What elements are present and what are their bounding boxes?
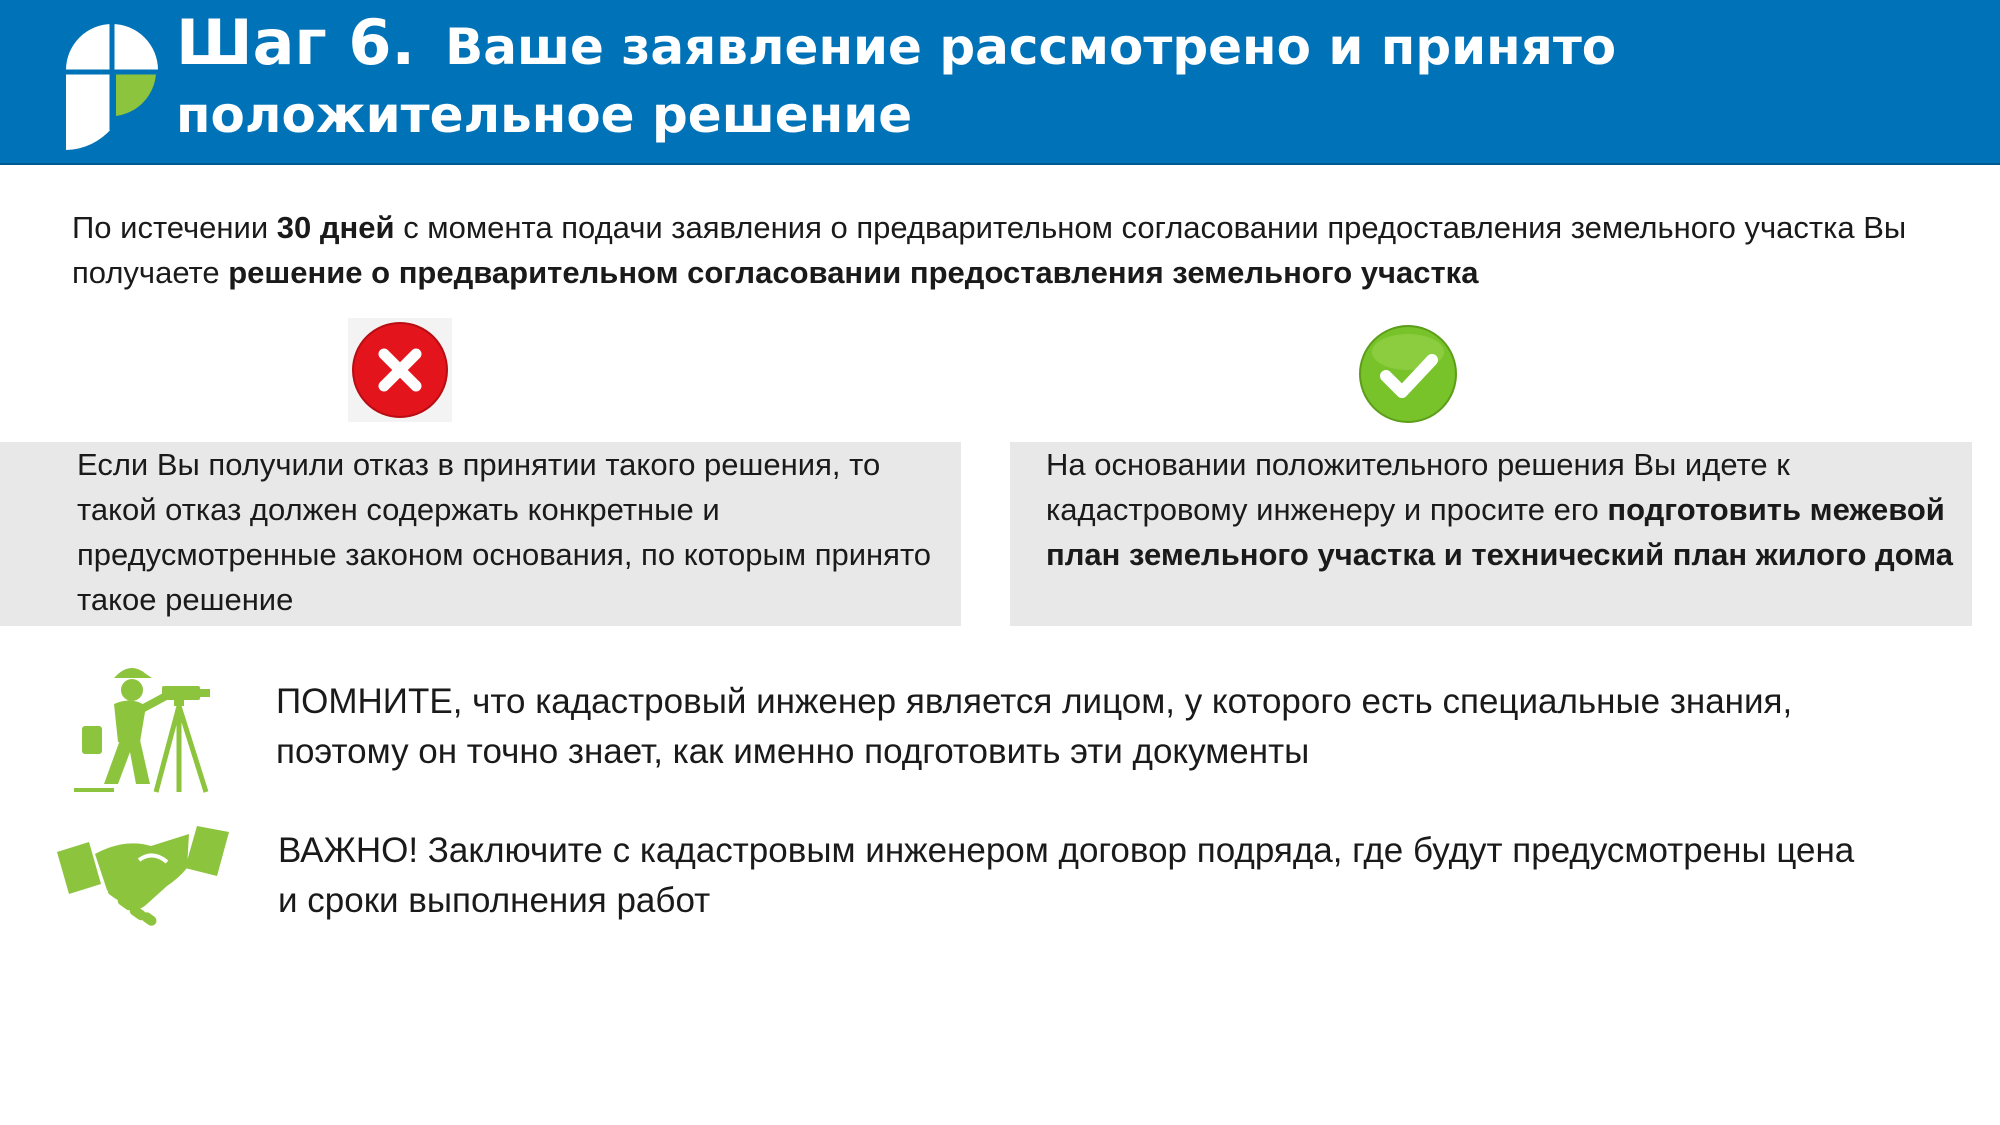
reject-panel — [0, 442, 961, 626]
intro-text-2: с момента подачи заявления о предварительном согласовании предоставления земельного участка Вы получаете — [72, 210, 1907, 290]
intro-decision: решение о предварительном согласовании предоставления земельного участка — [228, 255, 1479, 290]
slide-header — [0, 0, 2000, 163]
important-note: ВАЖНО! Заключите с кадастровым инженером договор подряда, где будут предусмотрены цена и сроки выполнения работ — [278, 831, 1855, 920]
intro-deadline: 30 дней — [276, 210, 395, 245]
step-label: Шаг 6. — [176, 6, 416, 79]
handshake-icon — [55, 820, 231, 932]
page-title: Ваше заявление рассмотрено и принято — [445, 18, 1617, 76]
intro-paragraph — [72, 205, 1952, 295]
rosreestr-logo-icon — [62, 20, 162, 154]
reject-text: Если Вы получили отказ в принятии такого решения, то такой отказ должен содержать конкретные и предусмотренные законом основания, по которым принято такое решение — [77, 447, 932, 617]
page-title-continuation: положительное решение — [176, 86, 913, 144]
approve-panel — [1010, 442, 1972, 626]
red-cross-icon — [348, 318, 452, 422]
green-check-icon — [1356, 322, 1460, 426]
title-line-1 — [176, 6, 1617, 79]
approve-bold-text: подготовить межевой план земельного участка и технический план жилого дома — [1046, 492, 1954, 572]
header-divider — [0, 163, 2000, 165]
intro-text-1: По истечении — [72, 210, 277, 245]
approve-text: На основании положительного решения Вы идете к кадастровому инженеру и просите его — [1046, 447, 1790, 527]
remember-note: ПОМНИТЕ, что кадастровый инженер является лицом, у которого есть специальные знания, поэтому он точно знает, как именно подготовить эти документы — [276, 682, 1793, 771]
surveyor-icon — [74, 660, 218, 796]
